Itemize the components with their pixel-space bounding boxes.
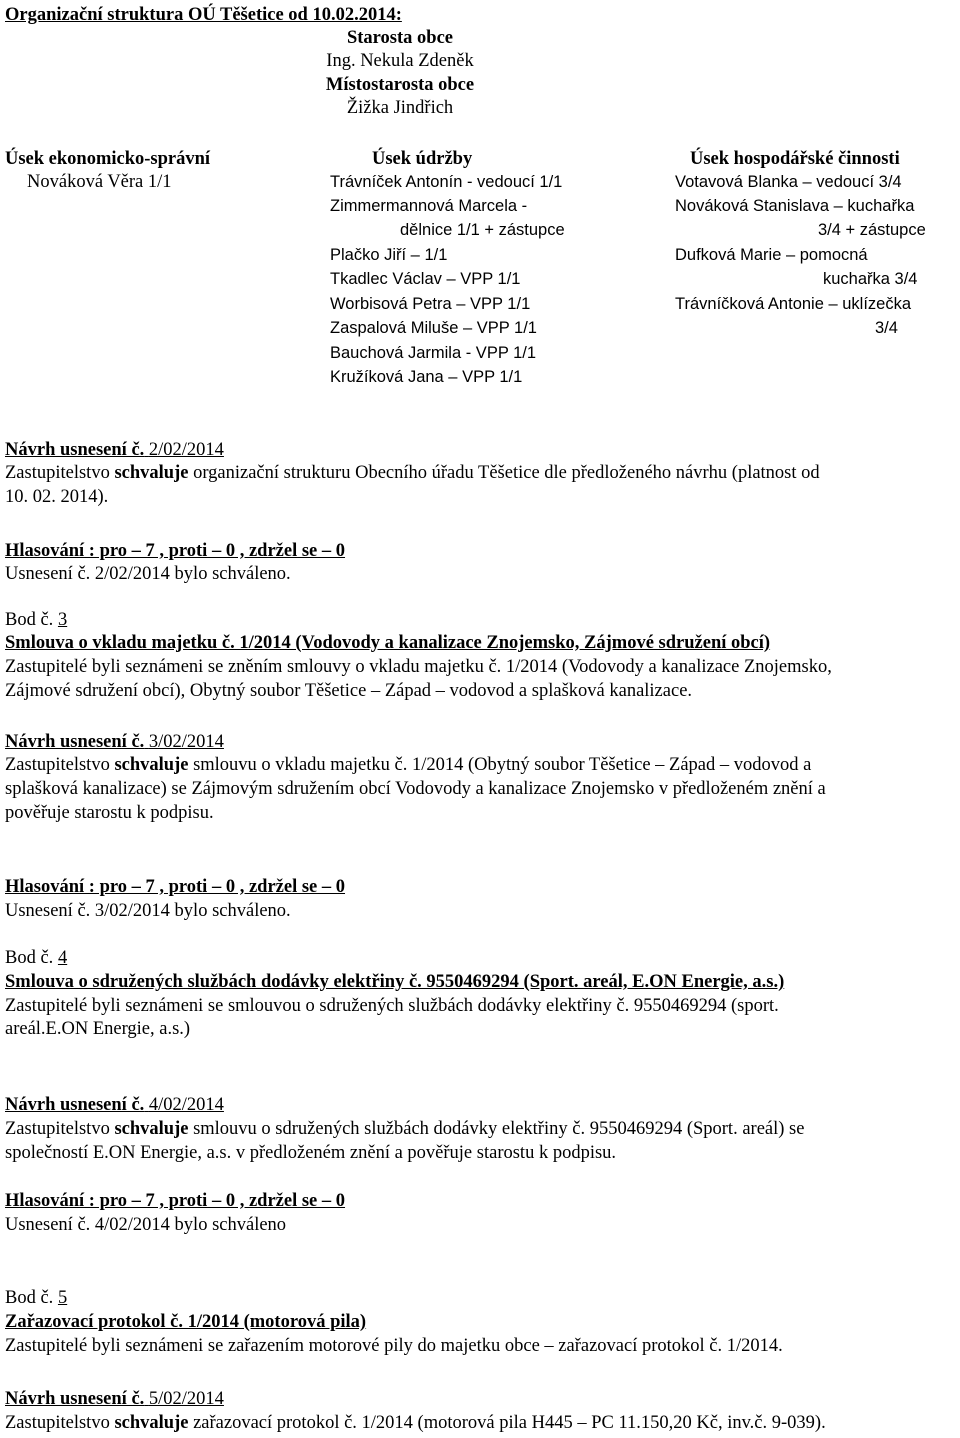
vote-result: Hlasování : pro – 7 , proti – 0 , zdržel se – 0 [5, 541, 346, 561]
maintenance-member: Worbisová Petra – VPP 1/1 [330, 295, 531, 313]
mayor-name: Ing. Nekula Zdeněk [326, 51, 474, 71]
resolution-text-cont: pověřuje starostu k podpisu. [5, 803, 214, 823]
agenda-item-number: Bod č. 4 [5, 948, 68, 968]
econ-activity-member: Nováková Stanislava – kuchařka [675, 197, 915, 215]
resolution-heading: Návrh usnesení č. 4/02/2014 [5, 1095, 224, 1115]
agenda-item-number: Bod č. 5 [5, 1288, 68, 1308]
resolution-status: Usnesení č. 2/02/2014 bylo schváleno. [5, 564, 291, 584]
agenda-item-text: Zastupitelé byli seznámeni se zněním smlouvy o vkladu majetku č. 1/2014 (Vodovody a kanalizace Znojemsko, [5, 657, 832, 677]
econ-activity-member: Dufková Marie – pomocná [675, 246, 868, 264]
vote-result: Hlasování : pro – 7 , proti – 0 , zdržel se – 0 [5, 1191, 346, 1211]
agenda-item-title: Zařazovací protokol č. 1/2014 (motorová pila) [5, 1312, 367, 1332]
maintenance-member: Zimmermannová Marcela - [330, 197, 528, 215]
maintenance-member: Plačko Jiří – 1/1 [330, 246, 448, 264]
resolution-heading: Návrh usnesení č. 5/02/2014 [5, 1389, 224, 1409]
vote-result: Hlasování : pro – 7 , proti – 0 , zdržel se – 0 [5, 877, 346, 897]
resolution-heading: Návrh usnesení č. 2/02/2014 [5, 440, 224, 460]
maintenance-member: Zaspalová Miluše – VPP 1/1 [330, 319, 537, 337]
econ-activity-member: kuchařka 3/4 [823, 270, 918, 288]
resolution-status: Usnesení č. 4/02/2014 bylo schváleno [5, 1215, 287, 1235]
resolution-text-cont: 10. 02. 2014). [5, 487, 109, 507]
resolution-text-cont: společností E.ON Energie, a.s. v předloženém znění a pověřuje starostu k podpisu. [5, 1143, 617, 1163]
resolution-text: Zastupitelstvo schvaluje smlouvu o sdružených službách dodávky elektřiny č. 9550469294 (Sport. areál) se [5, 1119, 805, 1139]
agenda-item-text-cont: areál.E.ON Energie, a.s.) [5, 1019, 191, 1039]
resolution-heading: Návrh usnesení č. 3/02/2014 [5, 732, 224, 752]
agenda-item-title: Smlouva o vkladu majetku č. 1/2014 (Vodovody a kanalizace Znojemsko, Zájmové sdružení obcí) [5, 633, 771, 653]
agenda-item-title: Smlouva o sdružených službách dodávky elektřiny č. 9550469294 (Sport. areál, E.ON Energie, a.s.) [5, 972, 785, 992]
econ-activity-member: Trávníčková Antonie – uklízečka [675, 295, 912, 313]
econ-activity-member: Votavová Blanka – vedoucí 3/4 [675, 173, 902, 191]
agenda-item-text: Zastupitelé byli seznámeni se smlouvou o sdružených službách dodávky elektřiny č. 9550469294 (sport. [5, 996, 779, 1016]
agenda-item-text: Zastupitelé byli seznámeni se zařazením motorové pily do majetku obce – zařazovací protokol č. 1/2014. [5, 1336, 783, 1356]
maintenance-member: dělnice 1/1 + zástupce [400, 221, 565, 239]
deputy-role: Místostarosta obce [325, 75, 475, 95]
maintenance-member: Kružíková Jana – VPP 1/1 [330, 368, 523, 386]
agenda-item-number: Bod č. 3 [5, 610, 68, 630]
maintenance-member: Trávníček Antonín - vedoucí 1/1 [330, 173, 563, 191]
resolution-status: Usnesení č. 3/02/2014 bylo schváleno. [5, 901, 291, 921]
maintenance-member: Bauchová Jarmila - VPP 1/1 [330, 344, 537, 362]
page-title: Organizační struktura OÚ Těšetice od 10.02.2014: [5, 5, 402, 25]
agenda-item-text-cont: Zájmové sdružení obcí), Obytný soubor Těšetice – Západ – vodovod a splašková kanalizace. [5, 681, 693, 701]
econ-activity-member: 3/4 + zástupce [818, 221, 926, 239]
maintenance-section-heading: Úsek údržby [372, 149, 473, 169]
resolution-text: Zastupitelstvo schvaluje zařazovací protokol č. 1/2014 (motorová pila H445 – PC 11.150,20 Kč, inv.č. 9-039). [5, 1413, 826, 1433]
maintenance-member: Tkadlec Václav – VPP 1/1 [330, 270, 521, 288]
resolution-text-cont: splašková kanalizace) se Zájmovým sdružením obcí Vodovody a kanalizace Znojemsko v předloženém znění a [5, 779, 826, 799]
econ-activity-member: 3/4 [875, 319, 898, 337]
mayor-role: Starosta obce [346, 28, 454, 48]
econ-activity-section-heading: Úsek hospodářské činnosti [690, 149, 900, 169]
resolution-text: Zastupitelstvo schvaluje organizační strukturu Obecního úřadu Těšetice dle předloženého návrhu (platnost od [5, 463, 820, 483]
deputy-name: Žižka Jindřich [346, 98, 454, 118]
econ-section-heading: Úsek ekonomicko-správní [5, 149, 211, 169]
econ-member: Nováková Věra 1/1 [27, 172, 172, 192]
resolution-text: Zastupitelstvo schvaluje smlouvu o vkladu majetku č. 1/2014 (Obytný soubor Těšetice – Západ – vodovod a [5, 755, 812, 775]
